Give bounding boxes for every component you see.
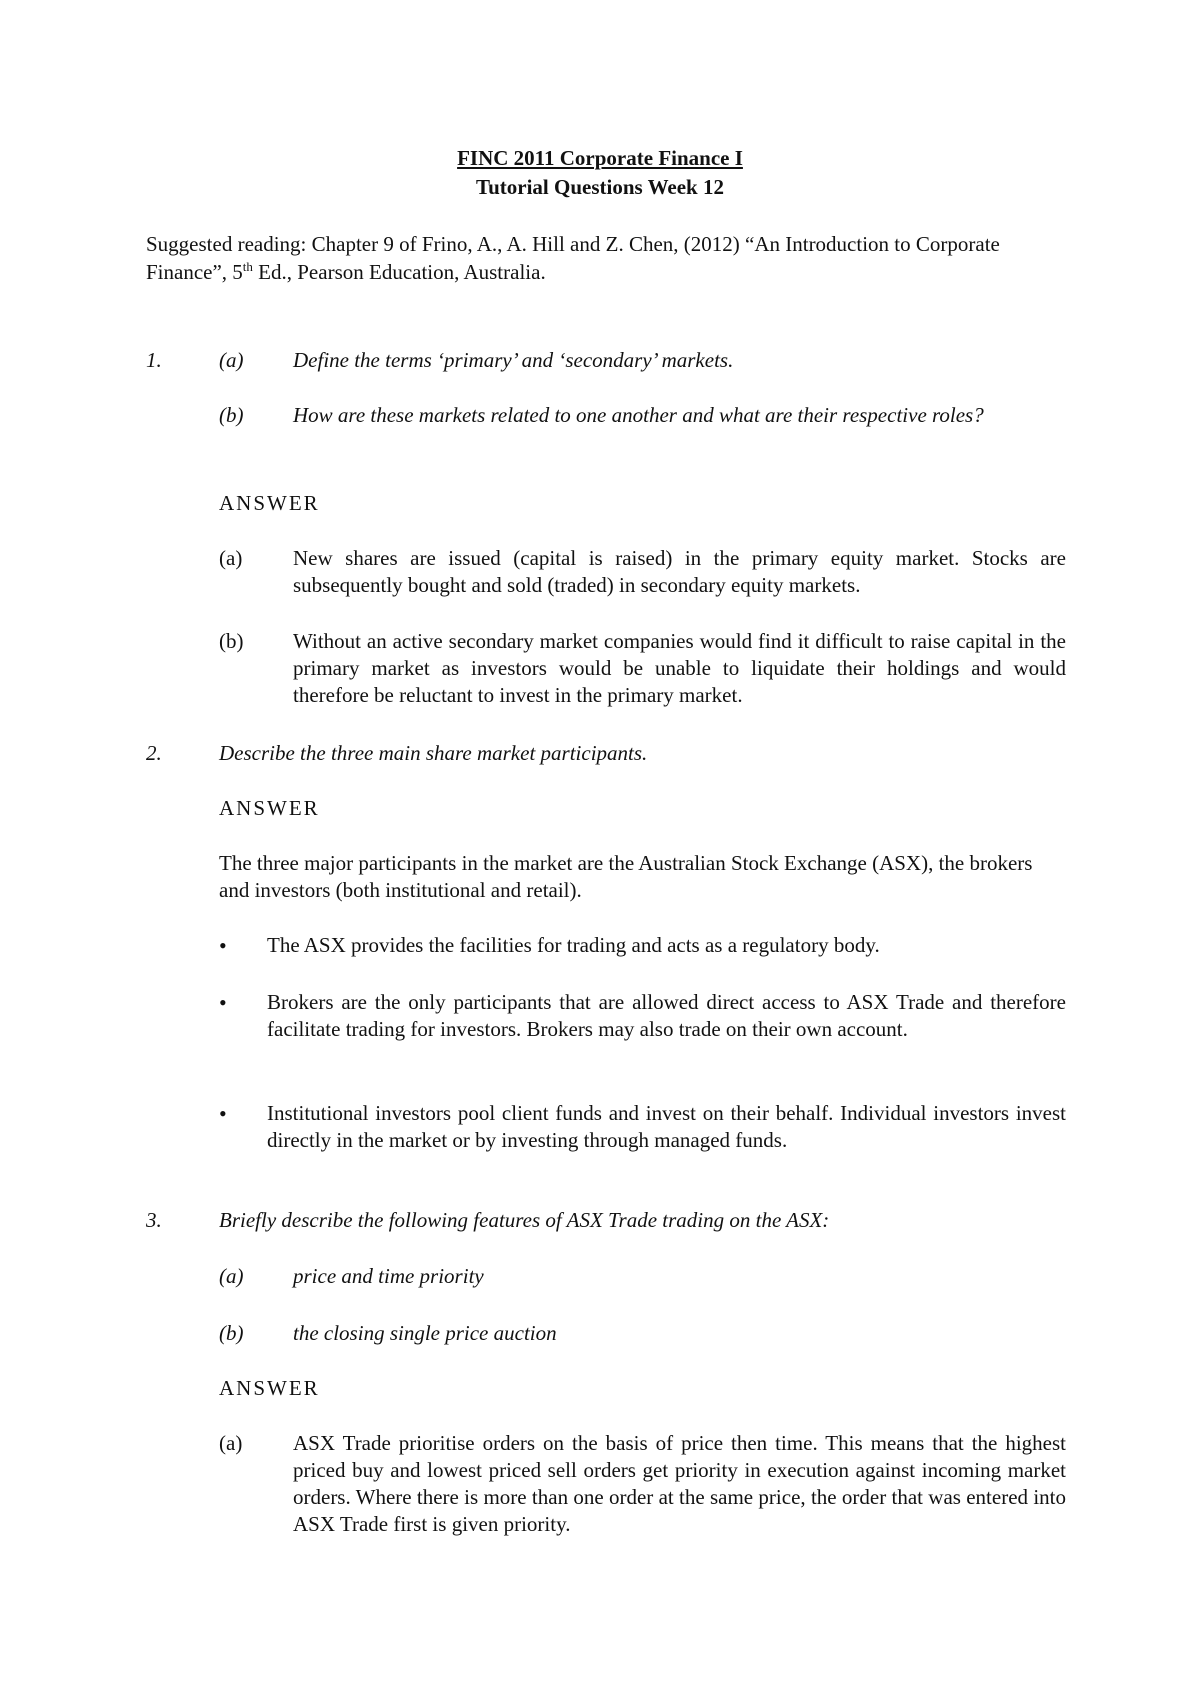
- question-text: Briefly describe the following features of ASX Trade trading on the ASX:: [219, 1208, 830, 1232]
- question-3: [146, 1207, 1066, 1234]
- question-text: price and time priority: [293, 1264, 484, 1288]
- question-3a: [146, 1263, 1066, 1290]
- answer-1a: [219, 545, 1066, 599]
- answer-3a: [219, 1430, 1066, 1538]
- question-3b: [146, 1320, 1066, 1347]
- question-1a: [146, 347, 1066, 374]
- bullet-text: Institutional investors pool client funds and invest on their behalf. Individual investors invest directly in the market or by investing through managed funds.: [267, 1101, 1066, 1152]
- question-text: the closing single price auction: [293, 1321, 557, 1345]
- question-sub-label: (a): [219, 348, 244, 372]
- answer-text: Without an active secondary market companies would find it difficult to raise capital in the primary market as investors would be unable to liquidate their holdings and would therefore be reluctant to invest in the primary market.: [293, 629, 1066, 707]
- answer-sub-label: (a): [219, 1431, 243, 1455]
- question-text: How are these markets related to one another and what are their respective roles?: [293, 403, 984, 427]
- bullet-icon: •: [219, 990, 227, 1015]
- answer-1b: [219, 628, 1066, 709]
- question-sub-label: (b): [219, 1321, 244, 1345]
- answer-sub-label: (b): [219, 629, 244, 653]
- bullet-text: Brokers are the only participants that are allowed direct access to ASX Trade and therefore facilitate trading for investors. Brokers may also trade on their own account.: [267, 990, 1066, 1041]
- bullet-item: [219, 932, 1066, 959]
- bullet-text: The ASX provides the facilities for trading and acts as a regulatory body.: [267, 933, 880, 957]
- reading-superscript: th: [242, 259, 253, 274]
- answer-text: New shares are issued (capital is raised) in the primary equity market. Stocks are subsequently bought and sold (traded) in secondary equity markets.: [293, 546, 1066, 597]
- question-number: 3.: [146, 1208, 162, 1232]
- question-sub-label: (b): [219, 403, 244, 427]
- question-sub-label: (a): [219, 1264, 244, 1288]
- answer-heading: ANSWER: [219, 491, 320, 515]
- answer-text: ASX Trade prioritise orders on the basis of price then time. This means that the highest priced buy and lowest priced sell orders get priority in execution against incoming market orders. Where there is more than one order at the same price, the order that was entered into ASX Trade first is given priority.: [293, 1431, 1066, 1536]
- bullet-icon: •: [219, 933, 227, 958]
- answer-heading: ANSWER: [219, 796, 320, 820]
- bullet-item: [219, 989, 1066, 1043]
- answer-2-intro: The three major participants in the market are the Australian Stock Exchange (ASX), the brokers and investors (both institutional and retail).: [219, 851, 1033, 902]
- answer-sub-label: (a): [219, 546, 243, 570]
- bullet-item: [219, 1100, 1066, 1154]
- question-number: 2.: [146, 741, 162, 765]
- suggested-reading: [146, 230, 1066, 286]
- question-text: Describe the three main share market participants.: [219, 741, 648, 765]
- question-text: Define the terms ‘primary’ and ‘secondary’ markets.: [293, 348, 734, 372]
- answer-heading: ANSWER: [219, 1376, 320, 1400]
- course-title: FINC 2011 Corporate Finance I: [457, 146, 743, 170]
- reading-text: Suggested reading: Chapter 9 of Frino, A., A. Hill and Z. Chen, (2012) “An Introduction to Corporate Finance”, 5: [146, 232, 1000, 284]
- question-number: 1.: [146, 348, 162, 372]
- reading-text-end: Ed., Pearson Education, Australia.: [252, 260, 546, 284]
- question-1b: [146, 402, 1066, 429]
- bullet-icon: •: [219, 1101, 227, 1126]
- tutorial-title: Tutorial Questions Week 12: [476, 175, 724, 199]
- question-2: [146, 740, 1066, 767]
